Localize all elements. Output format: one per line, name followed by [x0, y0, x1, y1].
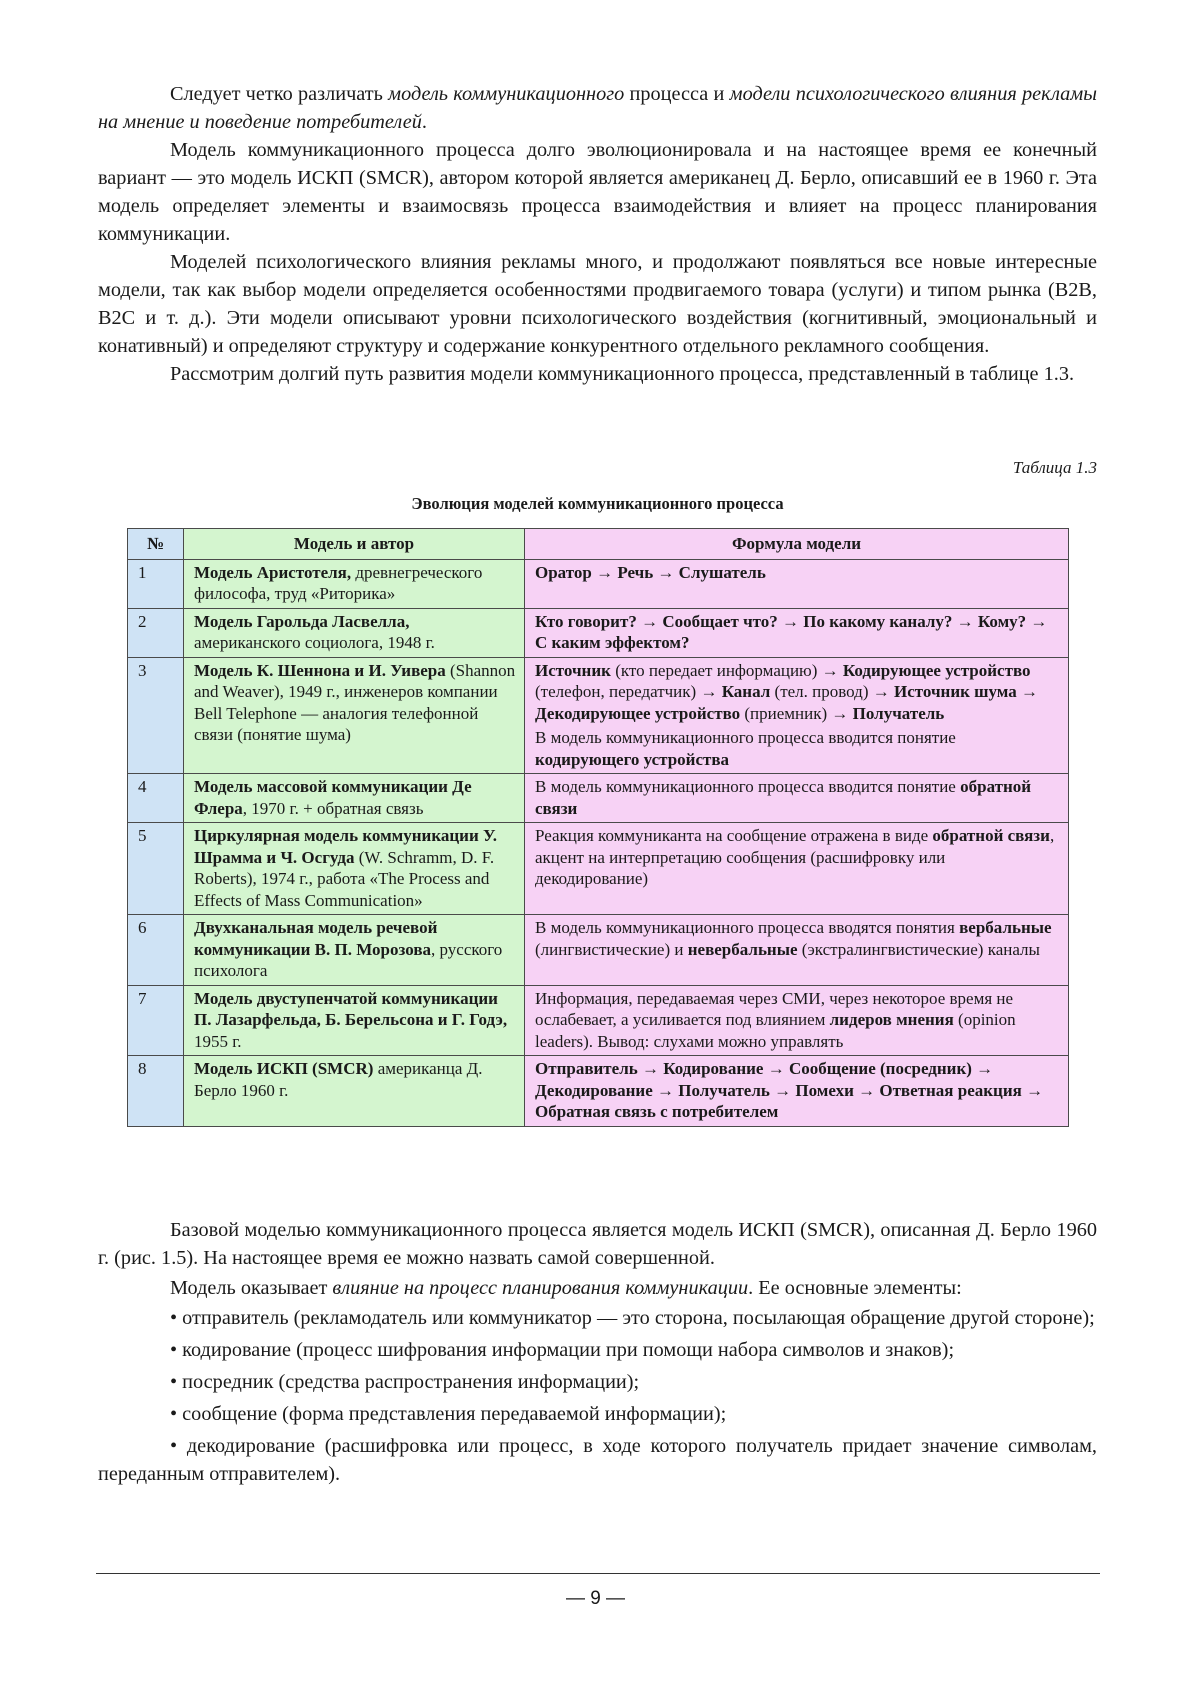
intro-paragraph-3: Моделей психологического влияния рекламы много, и продолжают появляться все новые интересные модели, так как выбор модели определяется особенностями продвигаемого товара (услуги) и типом рынка (B2B, B2C и т. д.). Эти модели описывают уровни психологического воздействия (когнитивный, эмоциональный и конативный) и определяют структуру и содержание конкурентного отдельного рекламного сообщения. — [98, 251, 1097, 357]
table-row: 2 Модель Гарольда Ласвелла, американского социолога, 1948 г. Кто говорит? → Сообщает что? → По какому каналу? → Кому? → С каким эффектом? — [128, 608, 1069, 657]
header-num: № — [128, 529, 184, 560]
after-table-text — [98, 1216, 1097, 1492]
intro-paragraph-4: Рассмотрим долгий путь развития модели коммуникационного процесса, представленный в таблице 1.3. — [170, 363, 1075, 385]
table-row: 8 Модель ИСКП (SMCR) американца Д. Берло 1960 г. Отправитель → Кодирование → Сообщение (посредник) → Декодирование → Получатель → Помехи → Ответная реакция → Обратная связь с потребителем — [128, 1056, 1069, 1127]
header-model: Модель и автор — [184, 529, 525, 560]
table-row: 1 Модель Аристотеля, древнегреческого философа, труд «Риторика» Оратор → Речь → Слушатель — [128, 559, 1069, 608]
table-title: Эволюция моделей коммуникационного процесса — [411, 494, 784, 513]
table-caption: Таблица 1.3 — [1012, 458, 1097, 477]
list-item: • посредник (средства распространения информации); — [170, 1371, 640, 1393]
footer-divider — [96, 1573, 1100, 1574]
after-paragraph-1: Базовой моделью коммуникационного процесса является модель ИСКП (SMCR), описанная Д. Берло 1960 г. (рис. 1.5). На настоящее время ее можно назвать самой совершенной. — [98, 1219, 1097, 1269]
list-item: • сообщение (форма представления передаваемой информации); — [170, 1403, 727, 1425]
list-item: • отправитель (рекламодатель или коммуникатор — это сторона, посылающая обращение другой стороне); — [170, 1307, 1095, 1329]
table-row: 7 Модель двуступенчатой коммуникации П. Лазарфельда, Б. Берельсона и Г. Годэ, 1955 г. Информация, передаваемая через СМИ, через некоторое время не ослабевает, а усиливается под влиянием лидеров мнения (opinion leaders). Вывод: слухами можно управлять — [128, 985, 1069, 1056]
after-paragraph-2: Модель оказывает влияние на процесс планирования коммуникации. Ее основные элементы: — [170, 1277, 962, 1299]
intro-paragraph-2: Модель коммуникационного процесса долго эволюционировала и на настоящее время ее конечный вариант — это модель ИСКП (SMCR), автором которой является американец Д. Берло, описавший ее в 1960 г. Эта модель определяет элементы и взаимосвязь процесса взаимодействия и влияет на процесс планирования коммуникации. — [98, 139, 1097, 245]
intro-text — [98, 80, 1097, 388]
list-item: • кодирование (процесс шифрования информации при помощи набора символов и знаков); — [170, 1339, 955, 1361]
page-number: — 9 — — [565, 1588, 626, 1609]
header-formula: Формула модели — [525, 529, 1069, 560]
table-row: 6 Двухканальная модель речевой коммуникации В. П. Морозова, русского психолога В модель коммуникационного процесса вводятся понятия вербальные (лингвистические) и невербальные (экстралингвистические) каналы — [128, 915, 1069, 986]
table-row: 5 Циркулярная модель коммуникации У. Шрамма и Ч. Осгуда (W. Schramm, D. F. Roberts), 1974 г., работа «The Process and Effects of Mass Communication» Реакция коммуниканта на сообщение отражена в виде обратной связи, акцент на интерпретацию сообщения (расшифровку или декодирование) — [128, 823, 1069, 915]
list-item: • декодирование (расшифровка или процесс, в ходе которого получатель придает значение символам, переданным отправителем). — [98, 1435, 1097, 1485]
table-row: 4 Модель массовой коммуникации Де Флера, 1970 г. + обратная связь В модель коммуникационного процесса вводится понятие обратной связи — [128, 774, 1069, 823]
evolution-table — [127, 528, 1069, 1127]
table-header-row — [128, 529, 1069, 560]
intro-paragraph-1: Следует четко различать модель коммуникационного процесса и модели психологического влияния рекламы на мнение и поведение потребителей. — [98, 83, 1097, 133]
table-row: 3 Модель К. Шеннона и И. Уивера (Shannon and Weaver), 1949 г., инженеров компании Bell Telephone — аналогия телефонной связи (понятие шума) Источник (кто передает информацию) → Кодирующее устройство (телефон, передатчик) → Канал (тел. провод) → Источник шума → Декодирующее устройство (приемник) → Получатель В модель коммуникационного процесса вводится понятие кодирующего устройства — [128, 657, 1069, 774]
